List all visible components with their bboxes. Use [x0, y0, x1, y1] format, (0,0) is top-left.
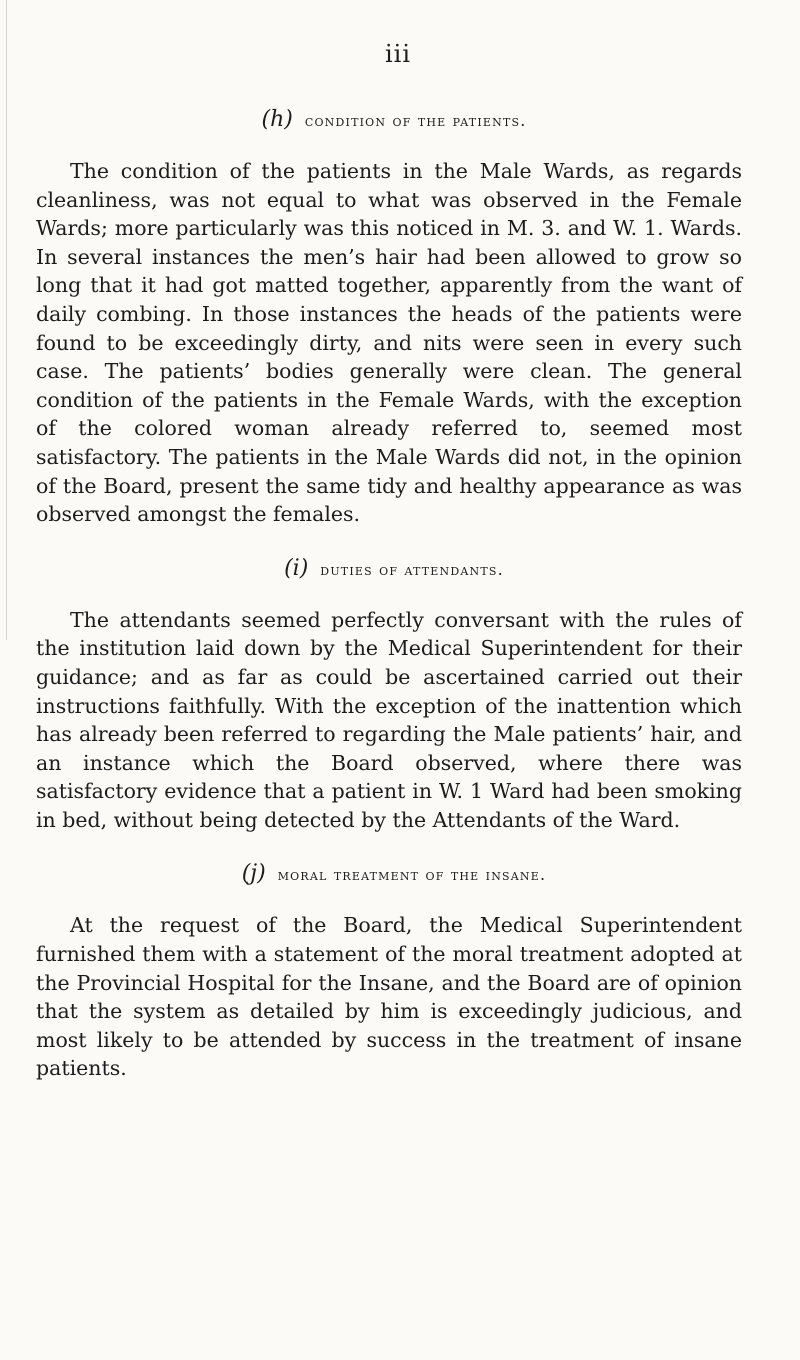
- section-marker: (j): [241, 861, 266, 887]
- section-title: condition of the patients.: [304, 111, 527, 130]
- section-marker: (i): [284, 555, 309, 581]
- page-number: iii: [384, 40, 412, 68]
- section-paragraph-duties-of-attendants: The attendants seemed perfectly conversant with the rules of the institution laid down by the Medical Superintendent for their guidance; and as far as could be ascertained carried out their instructions faithfully. With the exception of the inattention which has already been referred to regarding the Male patients’ hair, and an instance which the Board observed, where there was satisfactory evidence that a patient in W. 1 Ward had been smoking in bed, without being detected by the Attendants of the Ward.: [36, 607, 742, 832]
- section-paragraph-condition-of-patients: The condition of the patients in the Male Wards, as regards cleanliness, was not equal to what was observed in the Female Wards; more particularly was this noticed in M. 3. and W. 1. Wards. In several instances the men’s hair had been allowed to grow so long that it had got matted together, apparently from the want of daily combing. In those instances the heads of the patients were found to be exceedingly dirty, and nits were seen in every such case. The patients’ bodies generally were clean. The general condition of the patients in the Female Wards, with the exception of the colored woman already referred to, seemed most satisfactory. The patients in the Male Wards did not, in the opinion of the Board, present the same tidy and healthy appearance as was observed amongst the females.: [36, 159, 742, 527]
- section-title: moral treatment of the insane.: [277, 865, 547, 885]
- page-edge-line: [6, 0, 7, 640]
- section-heading-moral-treatment: [46, 862, 742, 887]
- section-heading-condition-of-patients: [46, 108, 742, 133]
- section-paragraph-moral-treatment: At the request of the Board, the Medical Superintendent furnished them with a statement of the moral treatment adopted at the Provincial Hospital for the Insane, and the Board are of opinion that the system as detailed by him is exceedingly judicious, and most likely to be attended by success in the treatment of insane patients.: [36, 913, 742, 1081]
- section-marker: (h): [261, 107, 293, 132]
- section-heading-duties-of-attendants: [46, 557, 742, 582]
- section-title: duties of attendants.: [320, 559, 504, 579]
- document-page: [36, 40, 742, 1111]
